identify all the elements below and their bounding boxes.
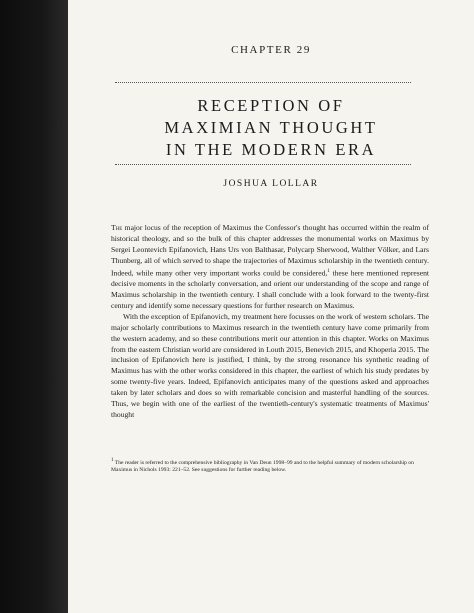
footnote-text: The reader is referred to the comprehensive bibliography in Van Deun 1998–99 and to the helpful summary of modern scholarship on Maximus in Nichols 1993: 221–52. See suggestions for further reading below. <box>111 459 414 474</box>
author-name: JOSHUA LOLLAR <box>223 179 319 189</box>
chapter-title <box>68 95 474 161</box>
paragraph-1-lead: The <box>111 223 123 232</box>
paragraph-1 <box>111 223 429 312</box>
footnote <box>111 457 429 475</box>
title-line-1: RECEPTION OF <box>197 96 345 115</box>
book-page <box>68 0 474 613</box>
title-line-3: IN THE MODERN ERA <box>165 140 377 159</box>
title-line-2: MAXIMIAN THOUGHT <box>164 118 378 137</box>
body-text <box>111 223 429 421</box>
paragraph-1-part-b: these here mentioned represent decisive moments in the scholarly conversation, and orient our understanding of the scope and range of Maximus scholarship in the twentieth century. I shall conclude with a look forward to the twenty-first century and identify some necessary questions for further research on Maximus. <box>111 268 429 310</box>
bottom-dotted-rule <box>115 164 411 165</box>
paragraph-1-part-a: major locus of the reception of Maximus the Confessor's thought has occurred within the realm of historical theology, and so the bulk of this chapter addresses the monumental works on Maximus by Sergei Leontevich Epifanovich, Hans Urs von Balthasar, Polycarp Sherwood, Walther Völker, and Lars Thunberg, all of which served to shape the trajectories of Maximus scholarship in the twentieth century. Indeed, while many other very important works could be considered, <box>111 223 429 278</box>
chapter-label: CHAPTER 29 <box>231 44 311 56</box>
footnote-reference: 1 <box>327 268 330 274</box>
top-dotted-rule <box>115 82 411 83</box>
scan-dark-edge <box>0 0 68 613</box>
footnote-mark: 1 <box>111 458 114 463</box>
paragraph-2: With the exception of Epifanovich, my treatment here focusses on the work of western scholars. The major scholarly contributions to Maximus research in the twentieth century have come primarily from the western academy, and so these contributions merit our attention in this chapter. Works on Maximus from the eastern Christian world are considered in Louth 2015, Benevich 2015, and Khoperia 2015. The inclusion of Epifanovich here is justified, I think, by the strong resonance his synthetic reading of Maximus has with the other works considered in this chapter, the earliest of which his study predates by some twenty-five years. Indeed, Epifanovich anticipates many of the questions asked and approaches taken by later scholars and does so with remarkable concision and masterful handling of the sources. Thus, we begin with one of the earliest of the twentieth-century's systematic treatments of Maximus' thought <box>111 311 429 419</box>
